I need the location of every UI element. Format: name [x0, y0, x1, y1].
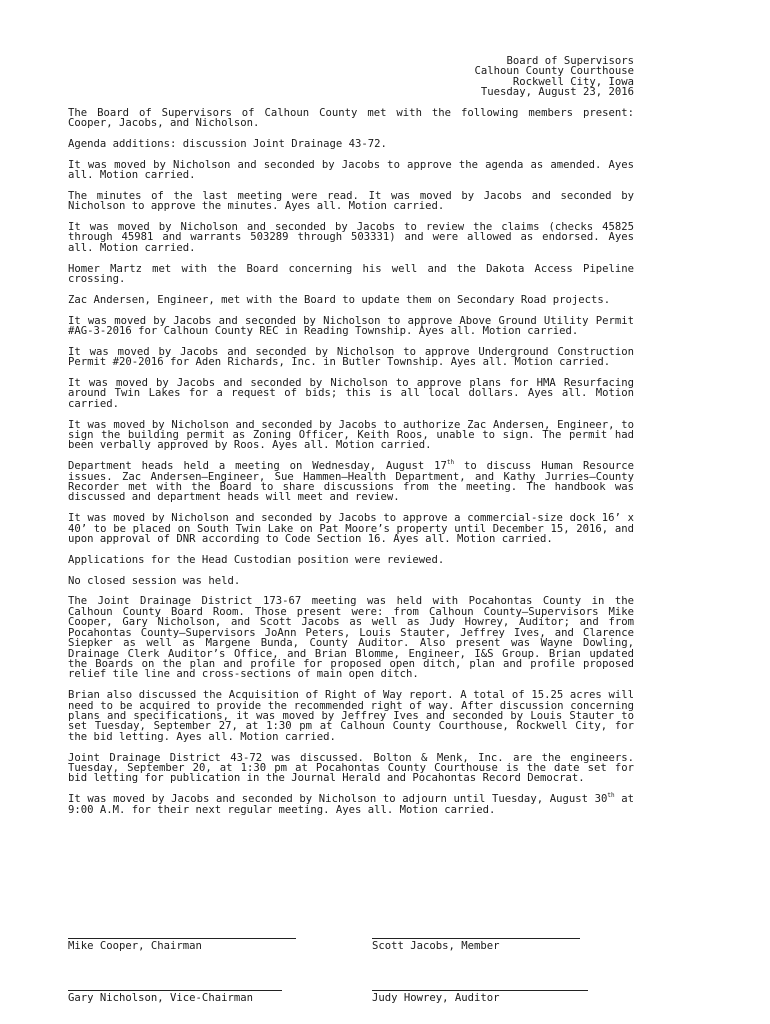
- adjourn-text-a: It was moved by Jacobs and seconded by Nicholson to adjourn until Tuesday, August 30: [68, 793, 608, 806]
- paragraph-homer-martz: Homer Martz met with the Board concerning his well and the Dakota Access Pipeline crossing.: [68, 262, 634, 286]
- department-heads-text-a: Department heads held a meeting on Wednesday, August 17: [68, 460, 447, 473]
- paragraph-claims: It was moved by Nicholson and seconded by Jacobs to review the claims (checks 45825 through 45981 and warrants 503289 through 503331) and were allowed as endorsed. Ayes all. Motion carried.: [68, 221, 634, 254]
- signature-auditor: [372, 990, 588, 1003]
- paragraph-department-heads: [68, 461, 634, 503]
- header-board: Board of Supervisors: [506, 55, 634, 67]
- signature-chairman: [68, 938, 296, 951]
- signature-name: Scott Jacobs, Member: [372, 940, 500, 952]
- paragraph-joint-drainage-173-67: The Joint Drainage District 173-67 meeting was held with Pocahontas County in the Calhoun County Board Room. Those present were: from Calhoun County—Supervisors Mike Cooper, Gary Nicholson, and Scott Jacobs as well as Judy Howrey, Auditor; and from Pocahontas County—Supervisors JoAnn Peters, Louis Stauter, Jeffrey Ives, and Clarence Siepker as well as Margene Bunda, County Auditor. Also present was Wayne Dowling, Drainage Clerk Auditor’s Office, and Brian Blomme, Engineer, I&S Group. Brian updated the Boards on the plan and profile for proposed open ditch, plan and profile proposed relief tile line and cross-sections of main open ditch.: [68, 595, 634, 681]
- paragraph-engineer-update: Zac Andersen, Engineer, met with the Board to update them on Secondary Road projects.: [68, 293, 611, 306]
- paragraph-agenda-approval: It was moved by Nicholson and seconded by Jacobs to approve the agenda as amended. Ayes all. Motion carried.: [68, 158, 634, 182]
- signature-line: [372, 990, 588, 991]
- signature-name: Judy Howrey, Auditor: [372, 992, 500, 1004]
- document-header: [68, 56, 634, 98]
- department-heads-sup: th: [446, 459, 455, 467]
- paragraph-closed-session: No closed session was held.: [68, 574, 241, 587]
- paragraph-agenda-additions: Agenda additions: discussion Joint Drainage 43-72.: [68, 137, 387, 150]
- paragraph-utility-permit: It was moved by Jacobs and seconded by Nicholson to approve Above Ground Utility Permit #AG-3-2016 for Calhoun County REC in Reading Township. Ayes all. Motion carried.: [68, 314, 634, 338]
- paragraph-members-present: The Board of Supervisors of Calhoun County met with the following members present: Cooper, Jacobs, and Nicholson.: [68, 106, 634, 130]
- signature-name: Mike Cooper, Chairman: [68, 940, 202, 952]
- adjourn-sup: th: [607, 792, 615, 800]
- department-heads-text-b: to discuss Human Resource issues. Zac Andersen—Engineer, Sue Hammen—Health Department, and Kathy Jurries—County Recorder met with the Board to share discussions from the meeting. The handbook was discussed and department heads will meet and review.: [68, 460, 634, 504]
- paragraph-custodian-applications: Applications for the Head Custodian position were reviewed.: [68, 553, 445, 566]
- header-courthouse: Calhoun County Courthouse: [474, 65, 634, 78]
- signature-vice-chairman: [68, 990, 282, 1003]
- signature-line: [68, 938, 296, 939]
- paragraph-construction-permit: It was moved by Jacobs and seconded by Nicholson to approve Underground Construction Permit #20-2016 for Aden Richards, Inc. in Butler Township. Ayes all. Motion carried.: [68, 345, 634, 369]
- signature-line: [372, 938, 580, 939]
- paragraph-joint-drainage-43-72: Joint Drainage District 43-72 was discussed. Bolton & Menk, Inc. are the engineers. Tuesday, September 20, at 1:30 pm at Pocahontas County Courthouse is the date set for bid letting for publication in the Journal Herald and Pocahontas Record Democrat.: [68, 751, 634, 785]
- header-date: Tuesday, August 23, 2016: [480, 86, 634, 99]
- paragraph-building-permit: It was moved by Nicholson and seconded by Jacobs to authorize Zac Andersen, Engineer, to sign the building permit as Zoning Officer, Keith Roos, unable to sign. The permit had been verbally approved by Roos. Ayes all. Motion carried.: [68, 418, 634, 452]
- header-city: Rockwell City, Iowa: [512, 75, 634, 88]
- minutes-document: [68, 56, 634, 825]
- paragraph-adjourn: [68, 794, 634, 815]
- paragraph-hma-resurfacing: It was moved by Jacobs and seconded by Nicholson to approve plans for HMA Resurfacing around Twin Lakes for a request of bids; this is all local dollars. Ayes all. Motion carried.: [68, 377, 634, 410]
- signature-name: Gary Nicholson, Vice-Chairman: [68, 992, 253, 1004]
- paragraph-right-of-way: Brian also discussed the Acquisition of Right of Way report. A total of 15.25 acres will need to be acquired to provide the recommended right of way. After discussion concerning plans and specifications, it was moved by Jeffrey Ives and seconded by Louis Stauter to set Tuesday, September 27, at 1:30 pm at Calhoun County Courthouse, Rockwell City, for the bid letting. Ayes all. Motion carried.: [68, 689, 634, 743]
- signature-line: [68, 990, 282, 991]
- signature-member: [372, 938, 580, 951]
- adjourn-text-b: at 9:00 A.M. for their next regular meeting. Ayes all. Motion carried.: [68, 793, 635, 816]
- paragraph-minutes-approval: The minutes of the last meeting were read. It was moved by Jacobs and seconded by Nicholson to approve the minutes. Ayes all. Motion carried.: [68, 189, 634, 213]
- paragraph-dock-approval: It was moved by Nicholson and seconded by Jacobs to approve a commercial-size dock 16’ x 40’ to be placed on South Twin Lake on Pat Moore’s property until December 15, 2016, and upon approval of DNR according to Code Section 16. Ayes all. Motion carried.: [68, 512, 634, 546]
